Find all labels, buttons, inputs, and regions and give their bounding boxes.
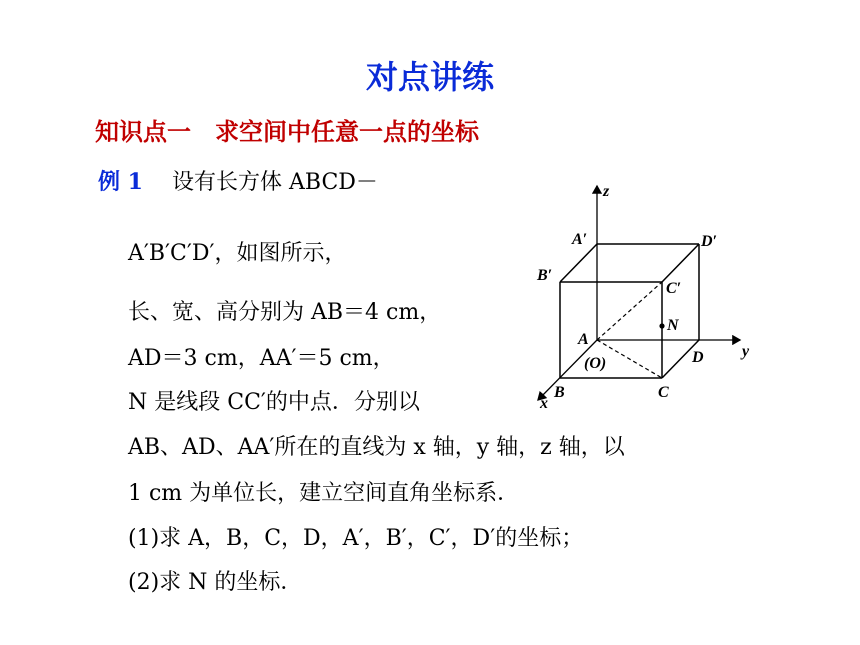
label-z: z — [603, 183, 610, 200]
example-line: A′B′C′D′，如图所示， — [128, 241, 347, 266]
edge-A-C-dashed — [597, 340, 662, 378]
question-2: (2)求 N 的坐标． — [128, 570, 303, 595]
example-line: 长、宽、高分别为 AB＝4 cm， — [128, 300, 442, 325]
question-1: (1)求 A，B，C，D，A′，B′，C′，D′的坐标； — [128, 526, 584, 551]
example-line: N 是线段 CC′的中点．分别以 — [128, 390, 420, 415]
section-heading: 知识点一 求空间中任意一点的坐标 — [95, 118, 479, 146]
diagonal-A-C1 — [597, 282, 662, 340]
edge-A1-B1 — [560, 244, 597, 282]
label-B: B — [554, 384, 565, 401]
label-A1: A′ — [572, 231, 588, 248]
label-x: x — [540, 395, 548, 412]
example-line: AB、AD、AA′所在的直线为 x 轴，y 轴，z 轴，以 — [128, 435, 625, 460]
example-line: 设有长方体 ABCD－ — [172, 170, 378, 195]
point-N — [659, 323, 664, 328]
edge-C1-D1 — [662, 244, 699, 282]
label-y: y — [742, 343, 750, 360]
label-D1: D′ — [701, 233, 718, 250]
label-C1: C′ — [666, 280, 682, 297]
label-A: A — [578, 331, 589, 348]
label-O: (O) — [584, 355, 607, 372]
label-B1: B′ — [537, 267, 553, 284]
example-label: 例 1 — [98, 169, 143, 195]
page-title: 对点讲练 — [365, 58, 494, 96]
label-N: N — [667, 317, 679, 334]
example-line: AD＝3 cm，AA′＝5 cm， — [128, 346, 395, 371]
cuboid-diagram — [520, 178, 770, 413]
label-D: D — [692, 349, 704, 366]
label-C: C — [658, 384, 669, 401]
example-line: 1 cm 为单位长，建立空间直角坐标系． — [128, 481, 520, 506]
